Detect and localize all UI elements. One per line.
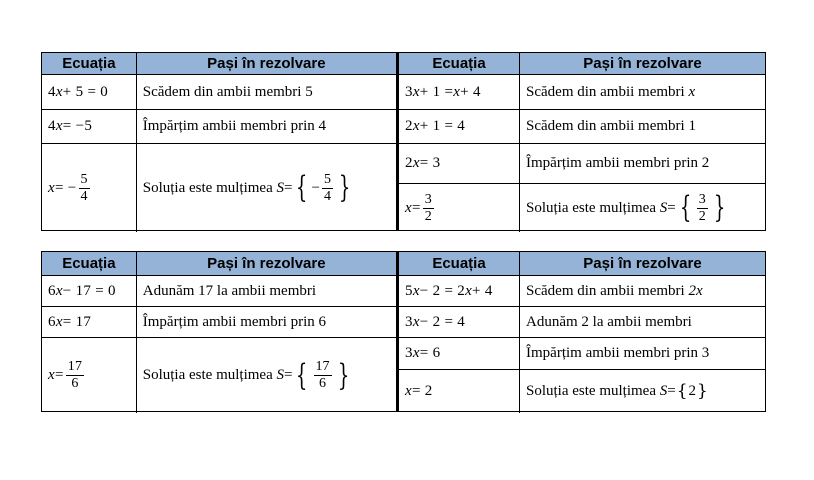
header-steps: Pași în rezolvare <box>207 55 326 72</box>
table-header <box>399 252 765 275</box>
equation-cell: 4 x = −5 <box>42 110 137 143</box>
table-row <box>399 369 765 413</box>
fraction: $\frac{17}{6}$ <box>67 359 83 391</box>
equation-cell: x = $\frac{3}{2}$ <box>399 184 520 232</box>
step-cell: Scădem din ambii membri 2x <box>526 282 703 299</box>
step-cell: Împărțim ambii membri prin 4 <box>142 118 327 134</box>
header-equation: Ecuația <box>399 53 520 74</box>
equation-table-2 <box>398 52 766 231</box>
step-cell: Soluția este mulțimea S = { $\frac{3}{2}$ } <box>526 190 726 225</box>
table-row <box>42 337 396 413</box>
step-cell: Soluția este mulțimea S = { 2 } <box>526 381 708 401</box>
table-row <box>399 109 765 143</box>
table-bottom-border <box>41 230 766 231</box>
fraction: $\frac{3}{2}$ <box>698 191 706 224</box>
header-equation: Ecuația <box>42 252 137 275</box>
step-cell: Scădem din ambii membri x <box>526 83 696 100</box>
right-brace-icon: } <box>337 357 349 393</box>
equation-cell: x = − $\frac{5}{4}$ <box>42 144 137 232</box>
equation-cell: 3 x + 1 = x + 4 <box>399 75 520 109</box>
equations-block-1 <box>41 52 766 231</box>
table-row <box>42 109 396 143</box>
step-cell: Scădem din ambii membri 1 <box>526 118 696 134</box>
table-row <box>399 74 765 109</box>
table-row <box>399 183 765 232</box>
left-brace-icon: { <box>676 381 688 401</box>
equation-cell: 2 x = 3 <box>399 144 520 183</box>
equation-cell: 6 x = 17 <box>42 307 137 337</box>
right-brace-icon: } <box>713 190 726 225</box>
equation-table-3 <box>41 251 398 412</box>
fraction: $\frac{5}{4}$ <box>80 171 88 204</box>
step-cell: Împărțim ambii membri prin 2 <box>526 155 710 171</box>
table-row <box>399 275 765 306</box>
equation-cell: 3 x − 2 = 4 <box>399 307 520 337</box>
table-header <box>42 252 396 275</box>
table-row <box>399 306 765 337</box>
table-row <box>42 143 396 232</box>
header-steps: Pași în rezolvare <box>207 255 326 272</box>
table-header <box>399 53 765 74</box>
step-cell: Împărțim ambii membri prin 3 <box>526 345 710 361</box>
right-brace-icon: } <box>697 381 708 401</box>
equation-cell: 4 x + 5 = 0 <box>42 75 137 109</box>
equation-cell: 3 x = 6 <box>399 338 520 369</box>
right-brace-icon: } <box>338 170 351 205</box>
equations-block-2 <box>41 251 766 412</box>
step-cell: Soluția este mulțimea S = { $\frac{17}{6}$ } <box>142 357 349 393</box>
table-row <box>399 337 765 369</box>
equation-cell: 5 x − 2 = 2 x + 4 <box>399 276 520 306</box>
table-row <box>42 306 396 337</box>
step-cell: Împărțim ambii membri prin 6 <box>142 313 327 330</box>
fraction: $\frac{3}{2}$ <box>424 191 433 224</box>
fraction: $\frac{17}{6}$ <box>315 359 330 391</box>
left-brace-icon: { <box>296 357 308 393</box>
header-equation: Ecuația <box>399 252 520 275</box>
equation-cell: 2 x + 1 = 4 <box>399 110 520 143</box>
table-row <box>42 74 396 109</box>
table-row <box>42 275 396 306</box>
header-steps: Pași în rezolvare <box>583 55 702 72</box>
left-brace-icon: { <box>679 190 691 225</box>
header-equation: Ecuația <box>42 53 137 74</box>
header-steps: Pași în rezolvare <box>583 255 702 272</box>
table-row <box>399 143 765 183</box>
step-cell: Adunăm 2 la ambii membri <box>526 313 692 330</box>
table-header <box>42 53 396 74</box>
step-cell: Soluția este mulțimea S = { − $\frac{5}{4}$ } <box>142 170 351 205</box>
step-cell: Adunăm 17 la ambii membri <box>142 282 317 299</box>
fraction: $\frac{5}{4}$ <box>324 171 332 204</box>
equation-cell: x = $\frac{17}{6}$ <box>42 338 137 413</box>
equation-table-1 <box>41 52 398 231</box>
step-cell: Scădem din ambii membri 5 <box>142 83 313 100</box>
equation-cell: 6 x − 17 = 0 <box>42 276 137 306</box>
equation-cell: x = 2 <box>399 370 520 413</box>
left-brace-icon: { <box>296 170 308 205</box>
equation-table-4 <box>398 251 766 412</box>
